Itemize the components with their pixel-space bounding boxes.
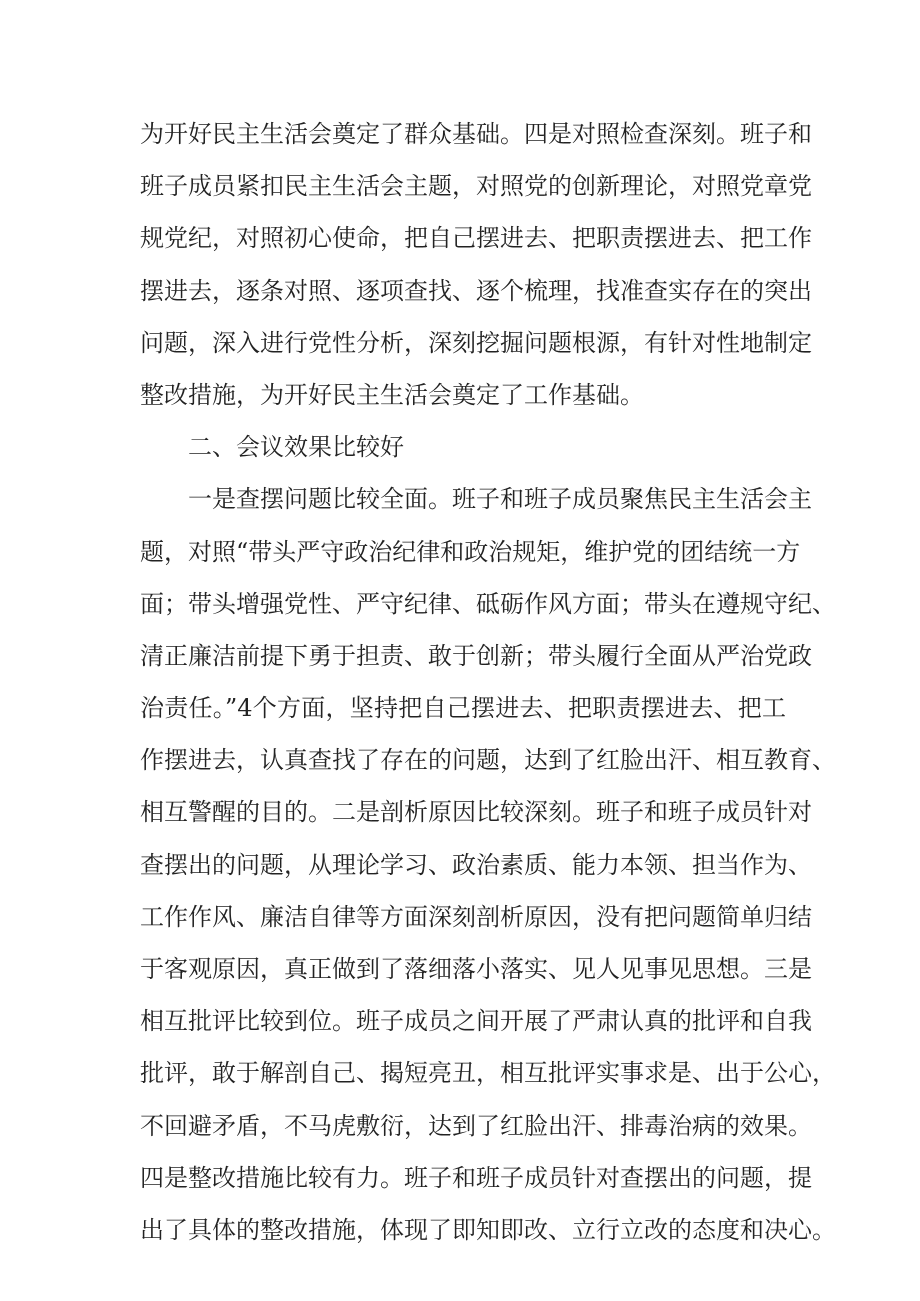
text-line: 四是整改措施比较有力。班子和班子成员针对查摆出的问题，提 <box>140 1163 812 1192</box>
document-body <box>140 108 836 1256</box>
text-line: 面；带头增强党性、严守纪律、砥砺作风方面；带头在遵规守纪、 <box>140 589 836 618</box>
text-line: 一是查摆问题比较全面。班子和班子成员聚焦民主生活会主 <box>188 485 812 514</box>
text-line: 清正廉洁前提下勇于担责、敢于创新；带头履行全面从严治党政 <box>140 641 812 670</box>
text-line: 不回避矛盾，不马虎敷衍，达到了红脸出汗、排毒治病的效果。 <box>140 1111 812 1140</box>
section-heading <box>140 421 786 473</box>
text-line: 班子成员紧扣民主生活会主题，对照党的创新理论，对照党章党 <box>140 172 812 201</box>
text-line: 相互批评比较到位。班子成员之间开展了严肃认真的批评和自我 <box>140 1007 812 1036</box>
text-line: 于客观原因，真正做到了落细落小落实、见人见事见思想。三是 <box>140 955 812 983</box>
text-line: 摆进去，逐条对照、逐项查找、逐个梳理，找准查实存在的突出 <box>140 276 812 305</box>
text-line: 题，对照“带头严守政治纪律和政治规矩，维护党的团结统一方 <box>140 537 801 566</box>
paragraph-meeting-results <box>140 473 836 1256</box>
paragraph-continuation <box>140 108 812 421</box>
text-line: 治责任。”4个方面，坚持把自己摆进去、把职责摆进去、把工 <box>140 694 786 723</box>
heading-text: 二、会议效果比较好 <box>188 433 404 462</box>
text-line: 相互警醒的目的。二是剖析原因比较深刻。班子和班子成员针对 <box>140 798 812 827</box>
text-line: 出了具体的整改措施，体现了即知即改、立行立改的态度和决心。 <box>140 1215 836 1244</box>
text-line: 规党纪，对照初心使命，把自己摆进去、把职责摆进去、把工作 <box>140 224 812 253</box>
text-line: 为开好民主生活会奠定了群众基础。四是对照检查深刻。班子和 <box>140 120 812 148</box>
text-line: 整改措施，为开好民主生活会奠定了工作基础。 <box>140 380 644 409</box>
text-line: 批评，敢于解剖自己、揭短亮丑，相互批评实事求是、出于公心， <box>140 1059 836 1088</box>
text-line: 作摆进去，认真查找了存在的问题，达到了红脸出汗、相互教育、 <box>140 746 836 775</box>
text-line: 问题，深入进行党性分析，深刻挖掘问题根源，有针对性地制定 <box>140 328 812 357</box>
text-line: 工作作风、廉洁自律等方面深刻剖析原因，没有把问题简单归结 <box>140 902 812 931</box>
text-line: 查摆出的问题，从理论学习、政治素质、能力本领、担当作为、 <box>140 850 812 879</box>
